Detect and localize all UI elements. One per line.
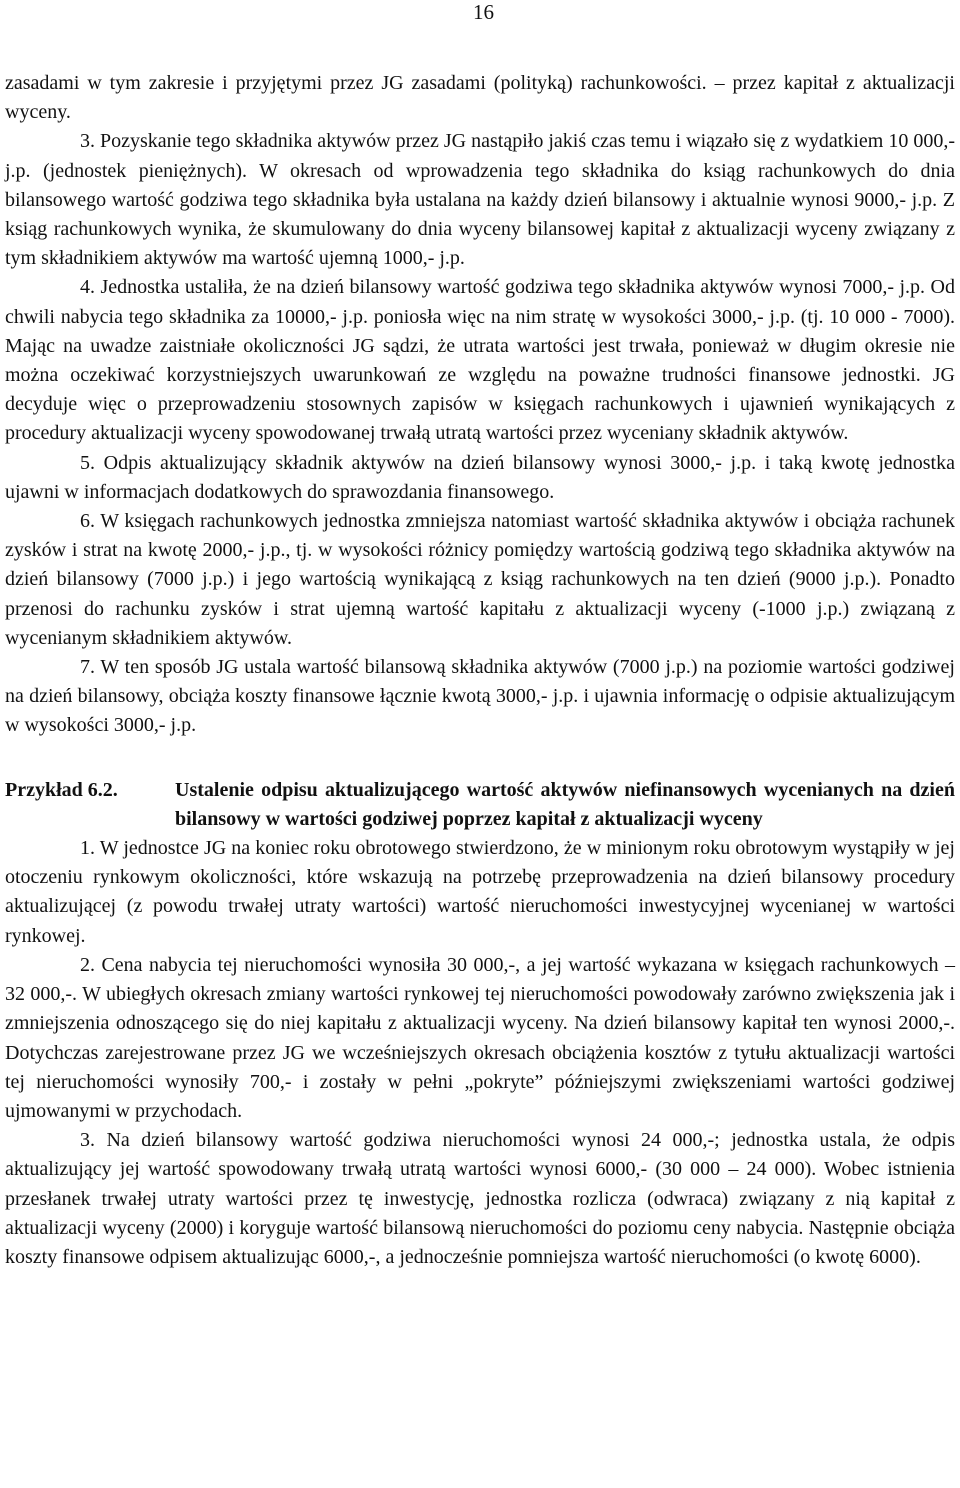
page-number: 16 [473, 0, 494, 24]
paragraph-point-7: 7. W ten sposób JG ustala wartość bilansową składnika aktywów (7000 j.p.) na poziomie wartości godziwej na dzień bilansowy, obciąża koszty finansowe łącznie kwotą 3000,- j.p. i ujawnia informację o odpisie aktualizującym w wysokości 3000,- j.p. [5, 656, 955, 737]
example-label: Przykład 6.2. [5, 778, 118, 801]
example-paragraph-3: 3. Na dzień bilansowy wartość godziwa nieruchomości wynosi 24 000,-; jednostka ustala, że odpis aktualizujący jej wartość spowodowany trwałą utratą wartości wynosi 6000,- (30 000 – 24 000). Wobec istnienia przesłanek trwałej utraty wartości przez tę inwestycję, jednostka rozlicza (odwraca) związany z nią kapitał z aktualizacji wyceny (2000) i koryguje wartość bilansową nieruchomości do poziomu ceny nabycia. Następnie obciąża koszty finansowe odpisem aktualizując 6000,-, a jednocześnie pomniejsza wartość nieruchomości (o kwotę 6000). [5, 1129, 955, 1268]
paragraph-point-6: 6. W księgach rachunkowych jednostka zmniejsza natomiast wartość składnika aktywów i obciąża rachunek zysków i strat na kwotę 2000,- j.p., tj. w wysokości różnicy pomiędzy wartością godziwą tego składnika aktywów na dzień bilansowy (7000 j.p.) i jego wartością wynikającą z ksiąg rachunkowych na ten dzień (9000 j.p.). Ponadto przenosi do rachunku zysków i strat ujemną wartość kapitału z aktualizacji wyceny (-1000 j.p.) związaną z wycenianym składnikiem aktywów. [5, 510, 955, 649]
paragraph-continuation: zasadami w tym zakresie i przyjętymi przez JG zasadami (polityką) rachunkowości. – przez kapitał z aktualizacji wyceny. [5, 72, 955, 124]
example-paragraph-1: 1. W jednostce JG na koniec roku obrotowego stwierdzono, że w minionym roku obrotowym wystąpiły w jej otoczeniu rynkowym okoliczności, które wskazują na potrzebę przeprowadzenia na dzień bilansowy procedury aktualizującej (z powodu trwałej utraty wartości) wartość nieruchomości inwestycyjnej wycenianej w wartości rynkowej. [5, 837, 955, 947]
example-paragraph-2: 2. Cena nabycia tej nieruchomości wynosiła 30 000,-, a jej wartość wykazana w księgach rachunkowych – 32 000,-. W ubiegłych okresach zmiany wartości rynkowej tej nieruchomości powodowały zarówno zwiększenia jak i zmniejszenia odnoszącego się do niej kapitału z aktualizacji wyceny. Na dzień bilansowy kapitał ten wynosi 2000,-. Dotychczas zarejestrowane przez JG we wcześniejszych okresach obciążenia kosztów z tytułu aktualizacji wartości tej nieruchomości wynosiły 700,- i zostały w pełni „pokryte” późniejszymi zwiększeniami wartości godziwej ujmowanymi w przychodach. [5, 953, 955, 1122]
paragraph-point-5: 5. Odpis aktualizujący składnik aktywów na dzień bilansowy wynosi 3000,- j.p. i taką kwotę jednostka ujawni w informacjach dodatkowych do sprawozdania finansowego. [5, 451, 955, 503]
example-title: Ustalenie odpisu aktualizującego wartość aktywów niefinansowych wycenianych na dzień bilansowy w wartości godziwej poprzez kapitał z aktualizacji wyceny [175, 778, 955, 830]
paragraph-point-3: 3. Pozyskanie tego składnika aktywów przez JG nastąpiło jakiś czas temu i wiązało się z wydatkiem 10 000,- j.p. (jednostek pieniężnych). W okresach od wprowadzenia tego składnika do ksiąg rachunkowych do dnia bilansowego wartość godziwa tego składnika była ustalana na każdy dzień bilansowy i aktualnie wynosi 9000,- j.p. Z ksiąg rachunkowych wynika, że skumulowany do dnia wyceny bilansowej kapitał z aktualizacji wyceny związany z tym składnikiem aktywów ma wartość ujemną 1000,- j.p. [5, 130, 955, 270]
example-heading [5, 776, 955, 834]
document-body [5, 69, 955, 1272]
paragraph-point-4: 4. Jednostka ustaliła, że na dzień bilansowy wartość godziwa tego składnika aktywów wynosi 7000,- j.p. Od chwili nabycia tego składnika za 10000,- j.p. poniosła więc na nim stratę w wysokości 3000,- j.p. (tj. 10 000 - 7000). Mając na uwadze zaistniałe okoliczności JG sądzi, że utrata wartości jest trwała, ponieważ w długim okresie nie można oczekiwać korzystniejszych uwarunkowań ze względu na poważne trudności finansowe jednostki. JG decyduje więc o przeprowadzeniu stosownych zapisów w księgach rachunkowych i ujawnień wynikających z procedury aktualizacji wyceny spowodowanej trwałą utratą wartości przez wyceniany składnik aktywów. [5, 276, 955, 445]
